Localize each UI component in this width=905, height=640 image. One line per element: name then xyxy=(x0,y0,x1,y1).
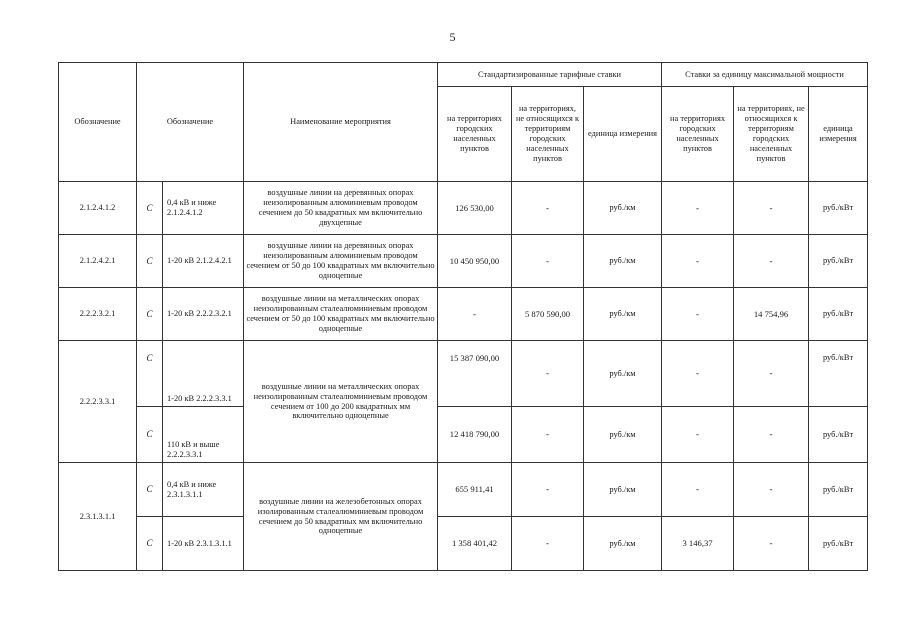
row-std-nonurban: - xyxy=(512,341,584,407)
row-symbol: C xyxy=(137,182,163,235)
row-pw-unit: руб./кВт xyxy=(809,182,868,235)
table-row xyxy=(59,235,868,288)
header-group-power-rates: Ставки за единицу максимальной мощности xyxy=(662,63,868,87)
row-std-unit: руб./км xyxy=(584,517,662,571)
row-description: воздушные линии на железобетонных опорах изолированным сталеалюминиевым проводом сечением до 50 квадратных мм включительно одноцепные xyxy=(244,463,438,571)
header-designation-2: Обозначение xyxy=(137,63,244,182)
row-voltage: 0,4 кВ и ниже 2.1.2.4.1.2 xyxy=(163,182,244,235)
row-symbol: C xyxy=(137,517,163,571)
row-std-urban: 1 358 401,42 xyxy=(438,517,512,571)
header-pw-unit: единица измерения xyxy=(809,87,868,182)
row-std-nonurban: - xyxy=(512,407,584,463)
table-row xyxy=(59,517,868,571)
row-pw-unit: руб./кВт xyxy=(809,288,868,341)
table-row xyxy=(59,407,868,463)
row-code: 2.1.2.4.1.2 xyxy=(59,182,137,235)
row-pw-nonurban: - xyxy=(734,517,809,571)
row-pw-unit: руб./кВт xyxy=(809,517,868,571)
row-description: воздушные линии на деревянных опорах неизолированным алюминиевым проводом сечением до 50 квадратных мм включительно двухцепные xyxy=(244,182,438,235)
row-description: воздушные линии на металлических опорах неизолированным сталеалюминиевым проводом сечением от 50 до 100 квадратных мм включительно одноцепные xyxy=(244,288,438,341)
header-std-unit: единица измерения xyxy=(584,87,662,182)
header-designation-1: Обозначение xyxy=(59,63,137,182)
table-row xyxy=(59,288,868,341)
row-std-unit: руб./км xyxy=(584,341,662,407)
header-std-urban: на территориях городских населенных пунктов xyxy=(438,87,512,182)
row-pw-urban: - xyxy=(662,341,734,407)
row-pw-nonurban: - xyxy=(734,407,809,463)
table-row xyxy=(59,341,868,407)
row-std-urban: 655 911,41 xyxy=(438,463,512,517)
row-voltage: 1-20 кВ 2.3.1.3.1.1 xyxy=(163,517,244,571)
row-pw-unit: руб./кВт xyxy=(809,341,868,407)
row-symbol: C xyxy=(137,463,163,517)
row-std-urban: 10 450 950,00 xyxy=(438,235,512,288)
row-pw-urban: - xyxy=(662,463,734,517)
row-voltage: 110 кВ и выше 2.2.2.3.3.1 xyxy=(163,407,244,463)
row-std-unit: руб./км xyxy=(584,182,662,235)
row-voltage: 1-20 кВ 2.2.2.3.3.1 xyxy=(163,341,244,407)
row-std-urban: 15 387 090,00 xyxy=(438,341,512,407)
row-std-unit: руб./км xyxy=(584,235,662,288)
row-pw-urban: 3 146,37 xyxy=(662,517,734,571)
row-pw-unit: руб./кВт xyxy=(809,463,868,517)
page-number: 5 xyxy=(449,30,456,44)
tariff-table xyxy=(58,62,868,571)
row-std-unit: руб./км xyxy=(584,463,662,517)
row-std-nonurban: - xyxy=(512,182,584,235)
row-std-nonurban: - xyxy=(512,463,584,517)
row-std-nonurban: 5 870 590,00 xyxy=(512,288,584,341)
row-description: воздушные линии на металлических опорах неизолированным сталеалюминиевым проводом сечением от 100 до 200 квадратных мм включительно одноцепные xyxy=(244,341,438,463)
row-code: 2.2.2.3.3.1 xyxy=(59,341,137,463)
row-symbol: C xyxy=(137,235,163,288)
row-pw-unit: руб./кВт xyxy=(809,407,868,463)
row-pw-nonurban: - xyxy=(734,463,809,517)
row-pw-urban: - xyxy=(662,288,734,341)
row-std-unit: руб./км xyxy=(584,407,662,463)
row-symbol: C xyxy=(137,288,163,341)
row-pw-nonurban: 14 754,96 xyxy=(734,288,809,341)
row-code: 2.3.1.3.1.1 xyxy=(59,463,137,571)
row-std-unit: руб./км xyxy=(584,288,662,341)
header-row-groups xyxy=(59,63,868,87)
header-pw-nonurban: на территориях, не относящихся к территориям городских населенных пунктов xyxy=(734,87,809,182)
row-pw-unit: руб./кВт xyxy=(809,235,868,288)
row-std-nonurban: - xyxy=(512,517,584,571)
row-pw-urban: - xyxy=(662,235,734,288)
row-pw-urban: - xyxy=(662,407,734,463)
header-pw-urban: на территориях городских населенных пунктов xyxy=(662,87,734,182)
row-pw-nonurban: - xyxy=(734,235,809,288)
row-voltage: 0,4 кВ и ниже 2.3.1.3.1.1 xyxy=(163,463,244,517)
row-std-urban: 126 530,00 xyxy=(438,182,512,235)
row-pw-urban: - xyxy=(662,182,734,235)
row-voltage: 1-20 кВ 2.2.2.3.2.1 xyxy=(163,288,244,341)
row-description: воздушные линии на деревянных опорах неизолированным алюминиевым проводом сечением от 50 до 100 квадратных мм включительно одноцепные xyxy=(244,235,438,288)
row-std-urban: - xyxy=(438,288,512,341)
row-std-urban: 12 418 790,00 xyxy=(438,407,512,463)
row-symbol: C xyxy=(137,407,163,463)
row-pw-nonurban: - xyxy=(734,341,809,407)
table-row xyxy=(59,182,868,235)
header-std-nonurban: на территориях, не относящихся к территориям городских населенных пунктов xyxy=(512,87,584,182)
table-row xyxy=(59,463,868,517)
header-measure-name: Наименование мероприятия xyxy=(244,63,438,182)
row-voltage: 1-20 кВ 2.1.2.4.2.1 xyxy=(163,235,244,288)
header-group-standard-rates: Стандартизированные тарифные ставки xyxy=(438,63,662,87)
row-code: 2.2.2.3.2.1 xyxy=(59,288,137,341)
row-code: 2.1.2.4.2.1 xyxy=(59,235,137,288)
row-symbol: C xyxy=(137,341,163,407)
row-std-nonurban: - xyxy=(512,235,584,288)
row-pw-nonurban: - xyxy=(734,182,809,235)
